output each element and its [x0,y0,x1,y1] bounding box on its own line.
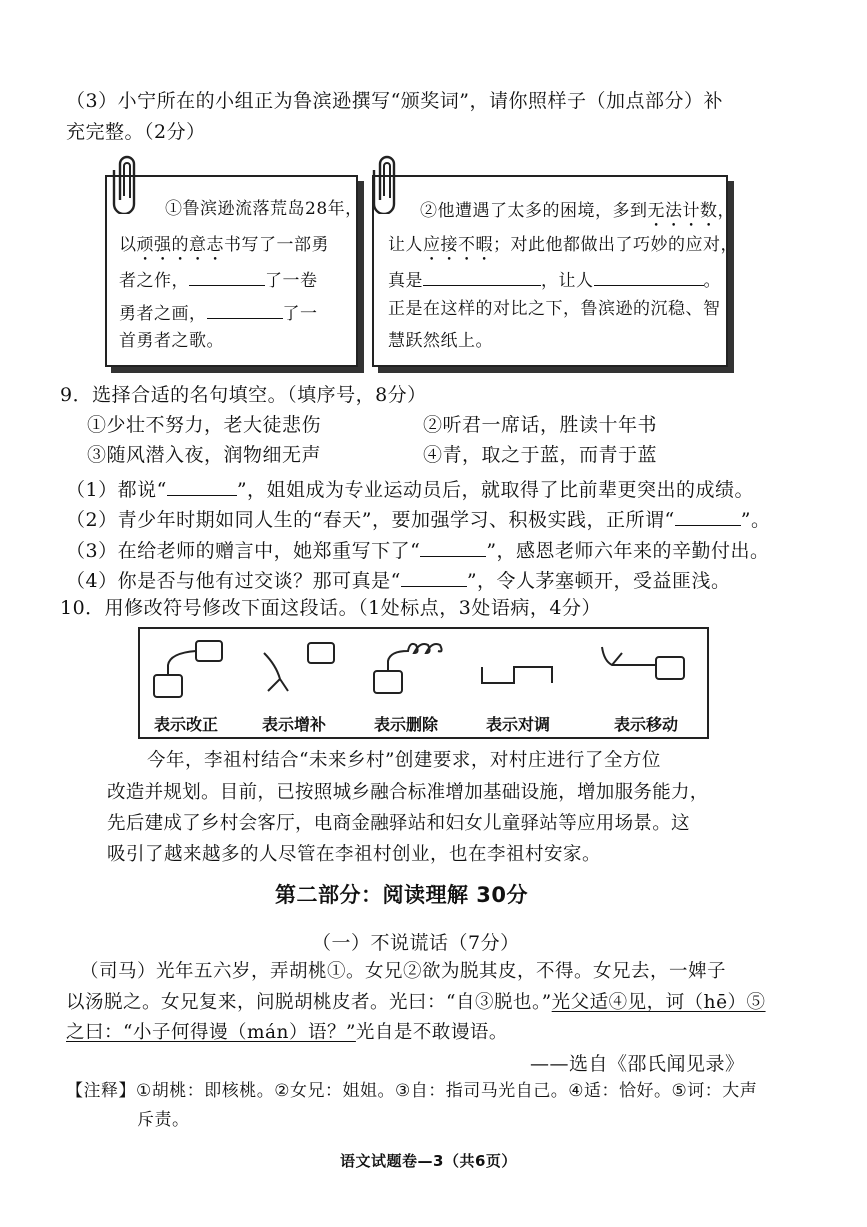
q10-title: 10．用修改符号修改下面这段话。（1处标点，3处语病，4分） [60,597,601,619]
card1-line4: 勇者之画， 了一 [119,301,318,323]
answer-blank[interactable] [189,268,265,286]
q10-paragraph-line3: 先后建成了乡村会客厅，电商金融驿站和妇女儿童驿站等应用场景。这 [107,813,690,834]
card1-line3: 者之作， 了一卷 [119,268,318,290]
page-footer: 语文试题卷—3（共6页） [340,1152,517,1170]
dotted-phrase: 无法计数 [647,201,718,221]
q9-sentence-2: （2）青少年时期如同人生的“春天”，要加强学习、积极实践，正所谓“ ”。 [66,509,771,531]
answer-blank[interactable] [675,508,741,526]
q9-option-3: ③随风潜入夜，润物细无声 [87,444,322,466]
answer-blank[interactable] [420,539,486,557]
card2-line3: 真是 ，让人 。 [388,268,721,290]
move-mark-icon [592,639,692,699]
legend-label-swap: 表示对调 [486,715,551,734]
correction-symbols-legend [138,627,709,739]
q9-sentence-1: （1）都说“ ”，姐姐成为专业运动员后，就取得了比前辈更突出的成绩。 [66,479,755,501]
delete-mark-icon [368,639,468,699]
q9-option-1: ①少壮不努力，老大徒悲伤 [87,414,322,436]
underlined-sentence: 光父适④见，诃（hē）⑤ [551,992,766,1013]
q9-sentence-4: （4）你是否与他有过交谈？那可真是“ ”，令人茅塞顿开，受益匪浅。 [66,570,731,592]
legend-label-delete: 表示删除 [374,715,439,734]
annotation-line2: 斥责。 [137,1110,190,1130]
card1-line2: 以顽强的意志书写了一部勇 [119,235,329,255]
answer-blank[interactable] [423,268,541,286]
q3-line2: 充完整。（2分） [66,121,206,143]
answer-blank[interactable] [207,301,283,319]
insert-mark-icon [258,639,348,699]
answer-blank[interactable] [401,569,467,587]
card2-line4: 正是在这样的对比之下，鲁滨逊的沉稳、智 [388,299,721,319]
q9-option-4: ④青，取之于蓝，而青于蓝 [423,444,658,466]
q9-title: 9．选择合适的名句填空。（填序号，8分） [60,384,427,406]
legend-label-insert: 表示增补 [262,715,327,734]
dotted-phrase: 顽强的意志 [136,235,224,255]
q3-line1: （3）小宁所在的小组正为鲁滨逊撰写“颁奖词”，请你照样子（加点部分）补 [66,90,724,112]
passage-source: ——选自《邵氏闻见录》 [530,1053,745,1075]
q10-paragraph-line4: 吸引了越来越多的人尽管在李祖村创业，也在李祖村安家。 [107,844,602,865]
change-mark-icon [150,639,240,699]
section-title: 第二部分：阅读理解 30分 [275,883,529,907]
dotted-phrase: 应接不暇 [423,235,493,255]
paperclip-icon [370,152,404,214]
card1-line5: 首勇者之歌。 [119,331,224,351]
q10-paragraph-line2: 改造并规划。目前，已按照城乡融合标准增加基础设施，增加服务能力， [107,782,709,803]
swap-mark-icon [476,639,576,699]
passage-title: （一）不说谎话（7分） [312,932,520,954]
passage-line3: 之曰：“小子何得谩（mán）语？”光自是不敢谩语。 [66,1022,508,1043]
legend-label-move: 表示移动 [614,715,679,734]
card2-line5: 慧跃然纸上。 [388,331,493,351]
q9-option-2: ②听君一席话，胜读十年书 [423,414,658,436]
q10-paragraph-line1: 今年，李祖村结合“未来乡村”创建要求，对村庄进行了全方位 [147,750,661,771]
card2-line1: ②他遭遇了太多的困境，多到无法计数， [420,201,735,221]
legend-label-change: 表示改正 [154,715,219,734]
paperclip-icon [110,152,144,214]
underlined-sentence: 之曰：“小子何得谩（mán）语？” [66,1022,356,1043]
q9-sentence-3: （3）在给老师的赠言中，她郑重写下了“ ”，感恩老师六年来的辛勤付出。 [66,540,770,562]
card2-line2: 让人应接不暇；对此他都做出了巧妙的应对， [388,235,738,255]
annotation-line1: 【注释】①胡桃：即核桃。②女兄：姐姐。③自：指司马光自己。④适：恰好。⑤诃：大声 [66,1081,758,1101]
answer-blank[interactable] [167,478,237,496]
note-card-2 [372,175,738,367]
answer-blank[interactable] [594,268,704,286]
card1-line1: ①鲁滨逊流落荒岛28年， [165,199,363,219]
passage-line2: 以汤脱之。女兄复来，问脱胡桃皮者。光曰：“自③脱也。”光父适④见，诃（hē）⑤ [66,992,766,1013]
passage-line1: （司马）光年五六岁，弄胡桃①。女兄②欲为脱其皮，不得。女兄去，一婢子 [80,961,727,982]
